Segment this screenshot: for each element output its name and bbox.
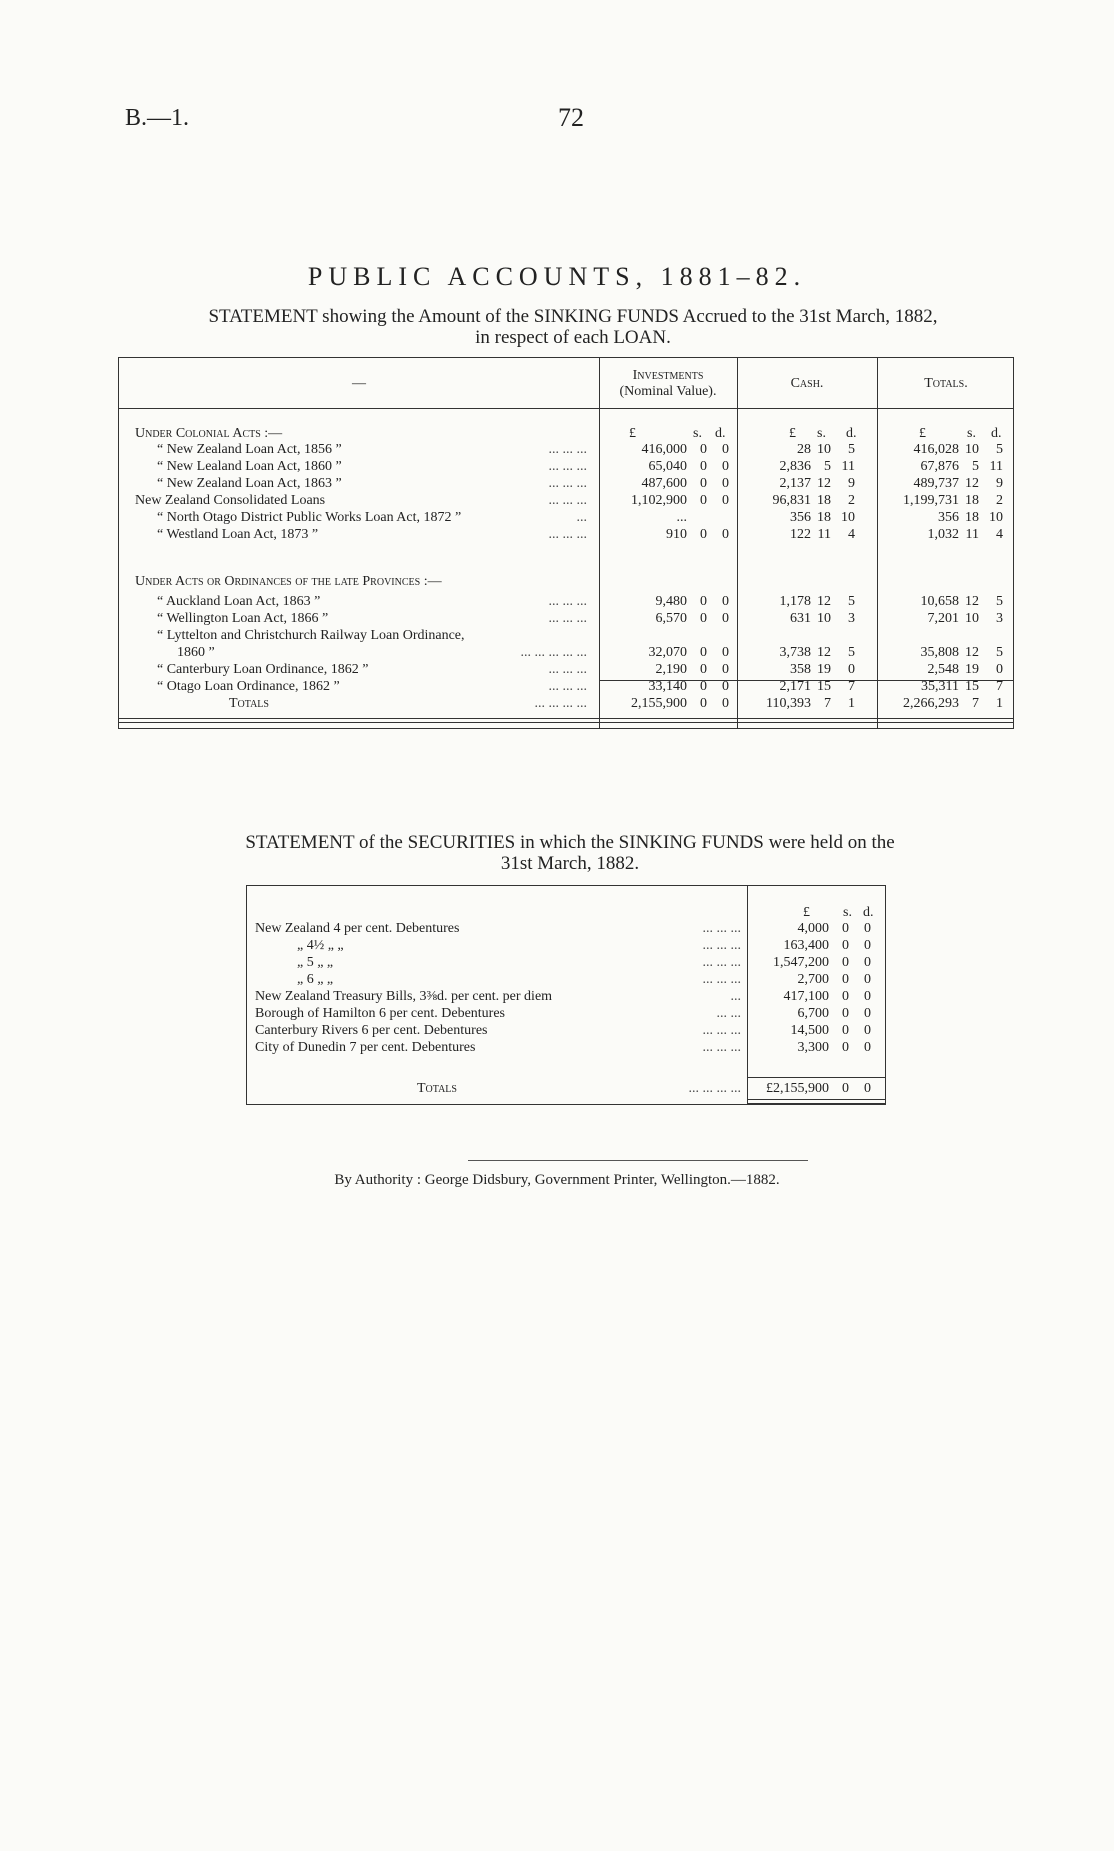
- total-pence: 2: [996, 493, 1003, 508]
- table-row: [119, 459, 1013, 474]
- cash-shillings: 12: [817, 645, 831, 660]
- total-shillings: 0: [842, 1081, 849, 1096]
- totals-row: [119, 696, 1013, 711]
- document-code: B.—1.: [125, 105, 190, 131]
- table-row: [247, 1006, 885, 1021]
- investment-shillings: 0: [700, 696, 707, 711]
- security-pounds: 4,000: [797, 921, 829, 936]
- security-name: „ 6 „ „: [297, 972, 334, 987]
- cash-pence: 0: [848, 662, 855, 677]
- security-shillings: 0: [842, 972, 849, 987]
- investment-pounds: ...: [676, 510, 687, 525]
- unit-s: s.: [693, 426, 702, 441]
- unit-s: s.: [817, 426, 826, 441]
- cash-pounds: 358: [790, 662, 811, 677]
- investment-pence: 0: [722, 645, 729, 660]
- table-row: [119, 527, 1013, 542]
- total-pence: 7: [996, 679, 1003, 694]
- investment-shillings: 0: [700, 527, 707, 542]
- security-shillings: 0: [842, 1040, 849, 1055]
- table-row: [119, 645, 1013, 660]
- cash-pounds: 110,393: [766, 696, 811, 711]
- loan-name: New Zealand Consolidated Loans: [135, 493, 326, 508]
- leader-dots: ... ... ...: [548, 611, 587, 626]
- statement2-heading: [140, 832, 1000, 874]
- section-colonial-acts: Under Colonial Acts :—: [135, 426, 283, 441]
- investment-pounds: 9,480: [655, 594, 687, 609]
- security-name: City of Dunedin 7 per cent. Debentures: [255, 1040, 476, 1055]
- investment-pounds: 1,102,900: [631, 493, 687, 508]
- investment-pounds: 416,000: [641, 442, 687, 457]
- leader-dots: ... ... ...: [702, 972, 741, 987]
- security-name: Canterbury Rivers 6 per cent. Debentures: [255, 1023, 488, 1038]
- leader-dots: ... ...: [716, 1006, 741, 1021]
- leader-dots: ... ... ... ...: [688, 1081, 741, 1096]
- cash-pence: 2: [848, 493, 855, 508]
- loan-name: “ Lyttelton and Christchurch Railway Loan Ordinance,: [157, 628, 465, 643]
- table-row: [247, 972, 885, 987]
- loan-name: “ New Zealand Loan Act, 1856 ”: [157, 442, 342, 457]
- leader-dots: ... ... ...: [548, 459, 587, 474]
- page-title: PUBLIC ACCOUNTS, 1881–82.: [307, 262, 807, 291]
- table-row: [119, 611, 1013, 626]
- security-pounds: 163,400: [783, 938, 829, 953]
- cash-pence: 7: [848, 679, 855, 694]
- investment-pence: 0: [722, 459, 729, 474]
- unit-pound: £: [919, 426, 926, 441]
- leader-dots: ... ... ...: [548, 594, 587, 609]
- leader-dots: ... ... ... ... ...: [520, 645, 587, 660]
- col-investments: [599, 368, 737, 400]
- security-pounds: 2,700: [797, 972, 829, 987]
- investment-pounds: 487,600: [641, 476, 687, 491]
- unit-pound: £: [789, 426, 796, 441]
- investment-shillings: 0: [700, 442, 707, 457]
- security-shillings: 0: [842, 1023, 849, 1038]
- total-pence: 4: [996, 527, 1003, 542]
- cash-pounds: 631: [790, 611, 811, 626]
- leader-dots: ... ... ...: [702, 921, 741, 936]
- security-pounds: 3,300: [797, 1040, 829, 1055]
- investment-pounds: 910: [666, 527, 687, 542]
- investment-shillings: 0: [700, 679, 707, 694]
- cash-pounds: 96,831: [772, 493, 811, 508]
- total-shillings: 18: [965, 493, 979, 508]
- cash-pence: 9: [848, 476, 855, 491]
- leader-dots: ... ... ...: [548, 476, 587, 491]
- investment-pence: 0: [722, 679, 729, 694]
- investment-pounds: 33,140: [648, 679, 687, 694]
- loan-name: “ New Lealand Loan Act, 1860 ”: [157, 459, 342, 474]
- totals-label: Totals: [229, 696, 269, 711]
- cash-shillings: 15: [817, 679, 831, 694]
- total-pence: 0: [996, 662, 1003, 677]
- cash-pence: 5: [848, 594, 855, 609]
- unit-d: d.: [991, 426, 1002, 441]
- security-pounds: 14,500: [790, 1023, 829, 1038]
- investment-pence: 0: [722, 696, 729, 711]
- investment-pounds: 2,190: [655, 662, 687, 677]
- total-shillings: 15: [965, 679, 979, 694]
- investment-pounds: 2,155,900: [631, 696, 687, 711]
- table-row: [247, 1040, 885, 1055]
- cash-pence: 3: [848, 611, 855, 626]
- cash-pounds: 2,836: [779, 459, 811, 474]
- total-pence: 3: [996, 611, 1003, 626]
- total-pence: 5: [996, 442, 1003, 457]
- cash-shillings: 12: [817, 594, 831, 609]
- section-provincial-acts: Under Acts or Ordinances of the late Provinces :—: [135, 574, 442, 589]
- security-pence: 0: [864, 1040, 871, 1055]
- loan-name: “ Wellington Loan Act, 1866 ”: [157, 611, 329, 626]
- total-shillings: 12: [965, 645, 979, 660]
- investment-pounds: 65,040: [648, 459, 687, 474]
- investment-shillings: 0: [700, 645, 707, 660]
- cash-pounds: 1,178: [779, 594, 811, 609]
- totals-label: Totals: [417, 1081, 457, 1096]
- investment-shillings: 0: [700, 594, 707, 609]
- loan-name: “ Auckland Loan Act, 1863 ”: [157, 594, 321, 609]
- table-row: [119, 493, 1013, 508]
- table-row: [247, 1023, 885, 1038]
- col-investments-label: Investments: [632, 368, 704, 383]
- statement1-line2: in respect of each LOAN.: [475, 327, 671, 348]
- statement1-line1: STATEMENT showing the Amount of the SINKING FUNDS Accrued to the 31st March, 1882,: [208, 306, 938, 327]
- security-pounds: 417,100: [783, 989, 829, 1004]
- cash-shillings: 18: [817, 493, 831, 508]
- cash-pounds: 122: [790, 527, 811, 542]
- page-number: 72: [558, 103, 584, 132]
- cash-pounds: 2,137: [779, 476, 811, 491]
- investment-shillings: 0: [700, 493, 707, 508]
- investment-pence: 0: [722, 493, 729, 508]
- investment-pence: 0: [722, 662, 729, 677]
- cash-shillings: 12: [817, 476, 831, 491]
- leader-dots: ... ... ...: [702, 1023, 741, 1038]
- unit-d: d.: [715, 426, 726, 441]
- loan-name: “ Westland Loan Act, 1873 ”: [157, 527, 319, 542]
- cash-pence: 1: [848, 696, 855, 711]
- cash-shillings: 10: [817, 611, 831, 626]
- investment-shillings: 0: [700, 611, 707, 626]
- investment-pence: 0: [722, 442, 729, 457]
- table-row: [119, 510, 1013, 525]
- total-pounds: £2,155,900: [766, 1081, 829, 1096]
- table-row: [119, 476, 1013, 491]
- security-name: New Zealand Treasury Bills, 3⅜d. per cent. per diem: [255, 989, 553, 1004]
- unit-d: d.: [863, 905, 874, 920]
- security-shillings: 0: [842, 938, 849, 953]
- total-pounds: 1,199,731: [903, 493, 959, 508]
- securities-table: [246, 885, 886, 1105]
- total-shillings: 10: [965, 611, 979, 626]
- statement1-heading: [118, 306, 1028, 348]
- total-pounds: 35,311: [921, 679, 959, 694]
- security-pence: 0: [864, 1006, 871, 1021]
- statement2-line1: STATEMENT of the SECURITIES in which the SINKING FUNDS were held on the: [245, 832, 895, 853]
- printer-imprint: By Authority : George Didsbury, Government Printer, Wellington.—1882.: [334, 1172, 780, 1188]
- loan-name: “ Canterbury Loan Ordinance, 1862 ”: [157, 662, 369, 677]
- cash-shillings: 18: [817, 510, 831, 525]
- total-shillings: 10: [965, 442, 979, 457]
- security-pence: 0: [864, 972, 871, 987]
- total-pounds: 10,658: [920, 594, 959, 609]
- security-shillings: 0: [842, 955, 849, 970]
- security-pence: 0: [864, 989, 871, 1004]
- cash-pounds: 3,738: [779, 645, 811, 660]
- footer-rule: [468, 1160, 808, 1161]
- cash-shillings: 11: [817, 527, 831, 542]
- cash-pounds: 356: [790, 510, 811, 525]
- total-shillings: 12: [965, 476, 979, 491]
- security-name: Borough of Hamilton 6 per cent. Debentures: [255, 1006, 505, 1021]
- cash-pence: 10: [841, 510, 855, 525]
- cash-shillings: 19: [817, 662, 831, 677]
- security-pence: 0: [864, 955, 871, 970]
- total-pence: 10: [989, 510, 1003, 525]
- investment-pence: 0: [722, 611, 729, 626]
- table-row: [119, 628, 1013, 643]
- total-pounds: 2,266,293: [903, 696, 959, 711]
- total-pence: 5: [996, 594, 1003, 609]
- investment-pence: 0: [722, 594, 729, 609]
- cash-pence: 4: [848, 527, 855, 542]
- unit-d: d.: [846, 426, 857, 441]
- table-row: [247, 938, 885, 953]
- table-row: [119, 679, 1013, 694]
- total-shillings: 7: [972, 696, 979, 711]
- total-pence: 5: [996, 645, 1003, 660]
- table-row: [247, 989, 885, 1004]
- total-pounds: 356: [938, 510, 959, 525]
- total-pounds: 35,808: [920, 645, 959, 660]
- statement2-line2: 31st March, 1882.: [500, 853, 640, 874]
- loan-name: “ Otago Loan Ordinance, 1862 ”: [157, 679, 340, 694]
- security-pence: 0: [864, 938, 871, 953]
- security-shillings: 0: [842, 989, 849, 1004]
- col-cash: Cash.: [790, 376, 824, 391]
- total-shillings: 18: [965, 510, 979, 525]
- col-description: —: [352, 376, 366, 391]
- investment-pounds: 32,070: [648, 645, 687, 660]
- security-pence: 0: [864, 1023, 871, 1038]
- security-name: „ 4½ „ „: [297, 938, 344, 953]
- cash-pence: 5: [848, 645, 855, 660]
- leader-dots: ... ... ...: [702, 955, 741, 970]
- investment-shillings: 0: [700, 459, 707, 474]
- total-pounds: 67,876: [920, 459, 959, 474]
- total-shillings: 19: [965, 662, 979, 677]
- cash-pounds: 28: [797, 442, 811, 457]
- total-pence: 1: [996, 696, 1003, 711]
- cash-pence: 11: [841, 459, 855, 474]
- leader-dots: ... ... ...: [548, 679, 587, 694]
- leader-dots: ... ... ...: [702, 938, 741, 953]
- leader-dots: ... ... ...: [548, 662, 587, 677]
- security-name: „ 5 „ „: [297, 955, 334, 970]
- leader-dots: ...: [576, 510, 587, 525]
- col-totals: Totals.: [924, 376, 968, 391]
- total-pence: 0: [864, 1081, 871, 1096]
- sinking-funds-table: [118, 357, 1014, 729]
- loan-name: “ North Otago District Public Works Loan Act, 1872 ”: [157, 510, 462, 525]
- leader-dots: ...: [730, 989, 741, 1004]
- total-shillings: 12: [965, 594, 979, 609]
- cash-shillings: 7: [824, 696, 831, 711]
- unit-s: s.: [967, 426, 976, 441]
- cash-pence: 5: [848, 442, 855, 457]
- table-row: [119, 662, 1013, 677]
- security-name: New Zealand 4 per cent. Debentures: [255, 921, 460, 936]
- security-pounds: 6,700: [797, 1006, 829, 1021]
- cash-shillings: 10: [817, 442, 831, 457]
- totals-row: [247, 1081, 885, 1096]
- total-pounds: 489,737: [913, 476, 959, 491]
- loan-name: “ New Zealand Loan Act, 1863 ”: [157, 476, 342, 491]
- leader-dots: ... ... ... ...: [534, 696, 587, 711]
- col-investments-sub: (Nominal Value).: [619, 384, 717, 399]
- investment-shillings: 0: [700, 476, 707, 491]
- leader-dots: ... ... ...: [548, 527, 587, 542]
- security-pounds: 1,547,200: [773, 955, 829, 970]
- table-row: [247, 955, 885, 970]
- table-row: [119, 442, 1013, 457]
- table-row: [247, 921, 885, 936]
- total-pounds: 7,201: [927, 611, 959, 626]
- total-pounds: 1,032: [927, 527, 959, 542]
- leader-dots: ... ... ...: [548, 493, 587, 508]
- total-pounds: 416,028: [913, 442, 959, 457]
- unit-s: s.: [843, 905, 852, 920]
- total-pounds: 2,548: [927, 662, 959, 677]
- total-pence: 11: [989, 459, 1003, 474]
- investment-pence: 0: [722, 476, 729, 491]
- cash-shillings: 5: [824, 459, 831, 474]
- security-shillings: 0: [842, 1006, 849, 1021]
- total-pence: 9: [996, 476, 1003, 491]
- leader-dots: ... ... ...: [702, 1040, 741, 1055]
- investment-pounds: 6,570: [655, 611, 687, 626]
- investment-shillings: 0: [700, 662, 707, 677]
- security-shillings: 0: [842, 921, 849, 936]
- total-shillings: 5: [972, 459, 979, 474]
- units-row: [247, 905, 885, 920]
- security-pence: 0: [864, 921, 871, 936]
- unit-pound: £: [803, 905, 810, 920]
- leader-dots: ... ... ...: [548, 442, 587, 457]
- total-shillings: 11: [965, 527, 979, 542]
- table-row: [119, 594, 1013, 609]
- loan-name: 1860 ”: [177, 645, 215, 660]
- unit-pound: £: [629, 426, 636, 441]
- investment-pence: 0: [722, 527, 729, 542]
- cash-pounds: 2,171: [779, 679, 811, 694]
